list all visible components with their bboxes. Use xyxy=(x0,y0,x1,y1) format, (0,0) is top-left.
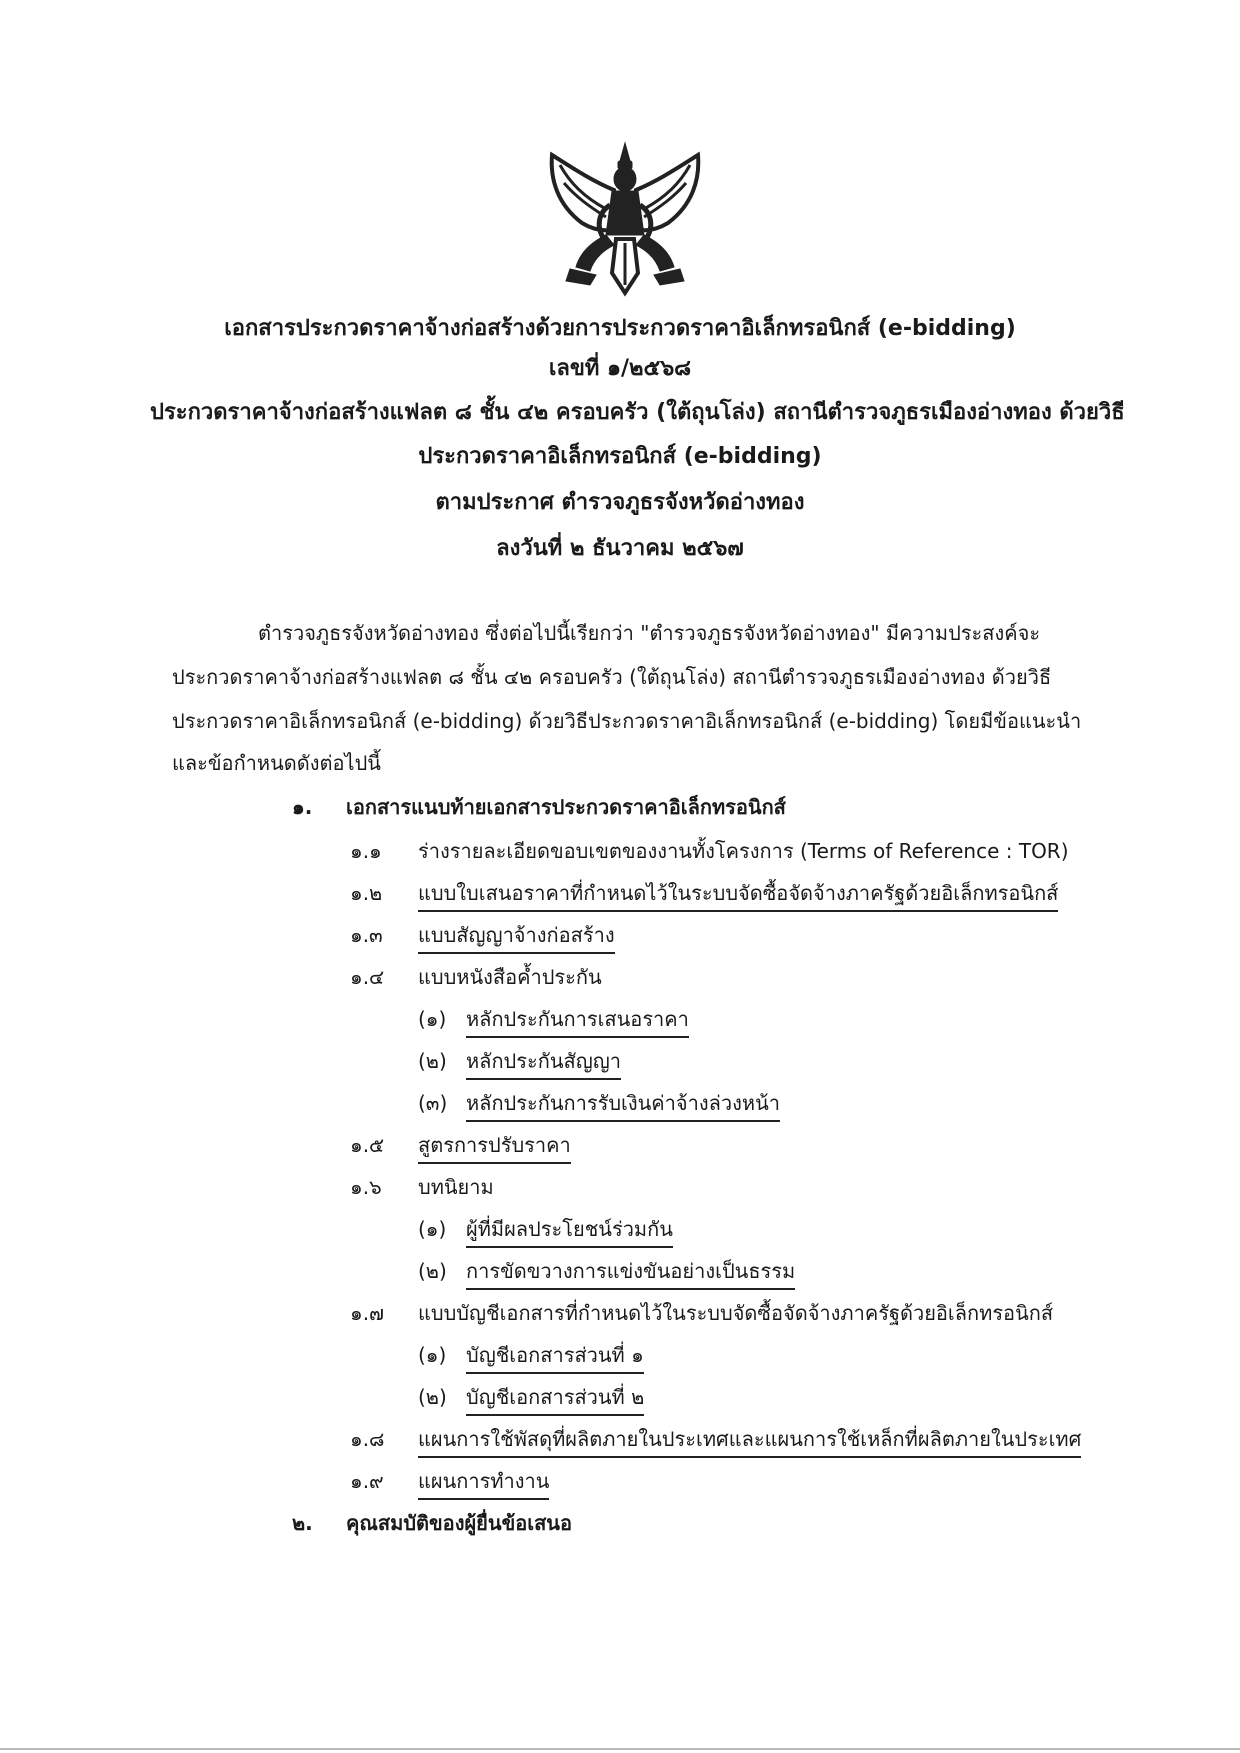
item-1-4-sub2-number: (๒) xyxy=(418,1049,447,1073)
item-1-6-sub1-text: ผู้ที่มีผลประโยชน์ร่วมกัน xyxy=(466,1214,673,1248)
intro-line1: ตำรวจภูธรจังหวัดอ่างทอง ซึ่งต่อไปนี้เรียกว่า "ตำรวจภูธรจังหวัดอ่างทอง" มีความประสงค์จะ xyxy=(258,621,1041,645)
section1-title: เอกสารแนบท้ายเอกสารประกวดราคาอิเล็กทรอนิกส์ xyxy=(346,795,786,819)
item-1-6-sub2-text: การขัดขวางการแข่งขันอย่างเป็นธรรม xyxy=(466,1256,795,1290)
item-1-4-sub2-text: หลักประกันสัญญา xyxy=(466,1046,621,1080)
item-1-5-number: ๑.๕ xyxy=(350,1133,385,1157)
item-1-7-number: ๑.๗ xyxy=(350,1301,385,1325)
item-1-4-sub1-number: (๑) xyxy=(418,1007,447,1031)
item-1-4-text: แบบหนังสือค้ำประกัน xyxy=(418,965,602,989)
item-1-4-sub3-text: หลักประกันการรับเงินค่าจ้างล่วงหน้า xyxy=(466,1088,780,1122)
item-1-8-number: ๑.๘ xyxy=(350,1427,385,1451)
item-1-6-sub1-number: (๑) xyxy=(418,1217,447,1241)
section2-title: คุณสมบัติของผู้ยื่นข้อเสนอ xyxy=(346,1511,572,1535)
section1-number: ๑. xyxy=(292,795,313,819)
scan-edge-divider xyxy=(0,1748,1240,1750)
item-1-9-text: แผนการทำงาน xyxy=(418,1466,549,1500)
document-number: เลขที่ ๑/๒๕๖๘ xyxy=(548,356,692,381)
item-1-7-sub2-text: บัญชีเอกสารส่วนที่ ๒ xyxy=(466,1382,644,1416)
item-1-4-number: ๑.๔ xyxy=(350,965,385,989)
announcer: ตามประกาศ ตำรวจภูธรจังหวัดอ่างทอง xyxy=(435,490,805,515)
item-1-5-text: สูตรการปรับราคา xyxy=(418,1130,571,1164)
item-1-6-number: ๑.๖ xyxy=(350,1175,382,1199)
item-1-1-number: ๑.๑ xyxy=(350,839,382,863)
intro-line2: ประกวดราคาจ้างก่อสร้างแฟลต ๘ ชั้น ๔๒ ครอบครัว (ใต้ถุนโล่ง) สถานีตำรวจภูธรเมืองอ่างทอง ด้วยวิธี xyxy=(172,665,1052,689)
item-1-7-sub1-text: บัญชีเอกสารส่วนที่ ๑ xyxy=(466,1340,644,1374)
intro-line4: และข้อกำหนดดังต่อไปนี้ xyxy=(172,751,381,775)
item-1-7-text: แบบบัญชีเอกสารที่กำหนดไว้ในระบบจัดซื้อจัดจ้างภาครัฐด้วยอิเล็กทรอนิกส์ xyxy=(418,1301,1054,1325)
item-1-6-sub2-number: (๒) xyxy=(418,1259,447,1283)
item-1-1-text: ร่างรายละเอียดขอบเขตของงานทั้งโครงการ (Terms of Reference : TOR) xyxy=(418,839,1069,863)
garuda-emblem-icon xyxy=(540,135,710,305)
item-1-7-sub2-number: (๒) xyxy=(418,1385,447,1409)
document-subject-line1: ประกวดราคาจ้างก่อสร้างแฟลต ๘ ชั้น ๔๒ ครอบครัว (ใต้ถุนโล่ง) สถานีตำรวจภูธรเมืองอ่างทอง ด้วยวิธี xyxy=(150,400,1125,425)
item-1-4-sub3-number: (๓) xyxy=(418,1091,448,1115)
item-1-3-text: แบบสัญญาจ้างก่อสร้าง xyxy=(418,920,615,954)
item-1-6-text: บทนิยาม xyxy=(418,1175,494,1199)
intro-line3: ประกวดราคาอิเล็กทรอนิกส์ (e-bidding) ด้วยวิธีประกวดราคาอิเล็กทรอนิกส์ (e-bidding) โดยมีข้อแนะนำ xyxy=(172,709,1082,733)
item-1-3-number: ๑.๓ xyxy=(350,923,383,947)
section2-number: ๒. xyxy=(292,1511,313,1535)
announcement-date: ลงวันที่ ๒ ธันวาคม ๒๕๖๗ xyxy=(496,536,744,561)
item-1-2-number: ๑.๒ xyxy=(350,881,383,905)
document-title: เอกสารประกวดราคาจ้างก่อสร้างด้วยการประกวดราคาอิเล็กทรอนิกส์ (e-bidding) xyxy=(224,316,1016,341)
item-1-2-text: แบบใบเสนอราคาที่กำหนดไว้ในระบบจัดซื้อจัดจ้างภาครัฐด้วยอิเล็กทรอนิกส์ xyxy=(418,878,1058,912)
document-subject-line2: ประกวดราคาอิเล็กทรอนิกส์ (e-bidding) xyxy=(418,444,822,469)
item-1-9-number: ๑.๙ xyxy=(350,1469,384,1493)
item-1-4-sub1-text: หลักประกันการเสนอราคา xyxy=(466,1004,689,1038)
item-1-7-sub1-number: (๑) xyxy=(418,1343,447,1367)
item-1-8-text: แผนการใช้พัสดุที่ผลิตภายในประเทศและแผนการใช้เหล็กที่ผลิตภายในประเทศ xyxy=(418,1424,1081,1458)
